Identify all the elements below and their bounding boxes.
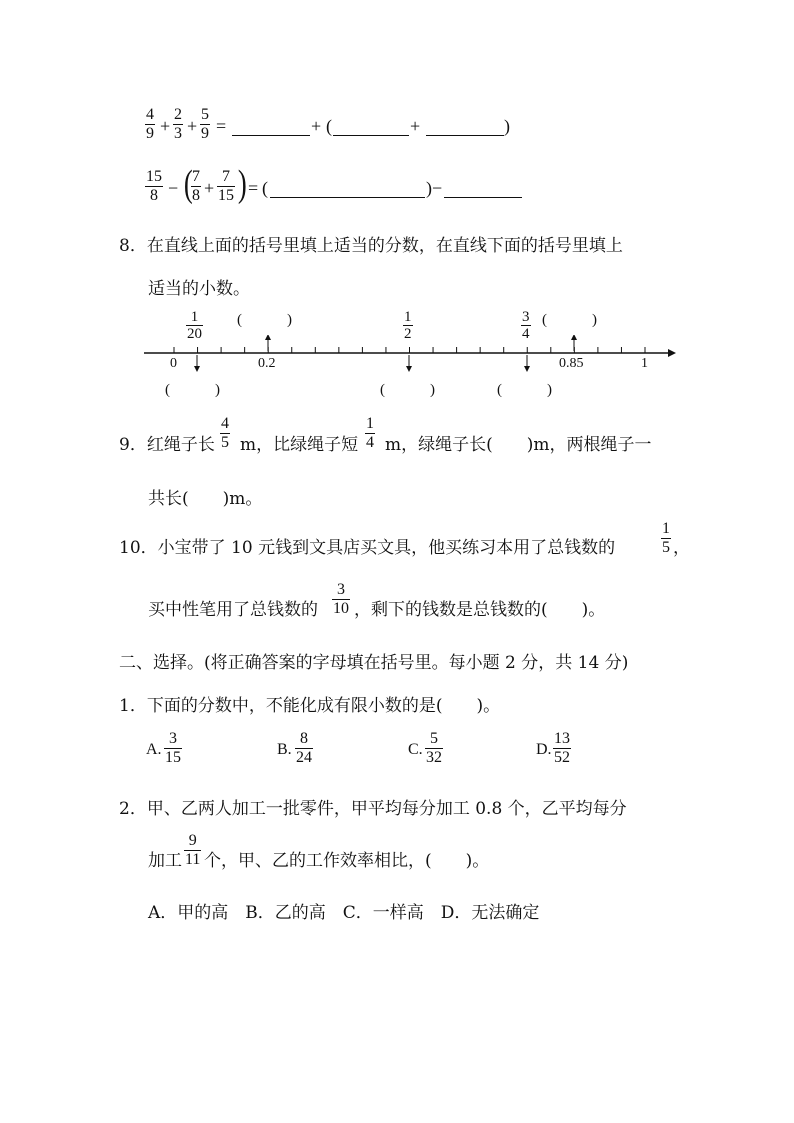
- equals-sign: =: [248, 178, 259, 198]
- numerator: 9: [188, 832, 197, 849]
- down-arrow-icon: [194, 366, 200, 372]
- question-9-part1: 9．红绳子长: [119, 435, 215, 455]
- up-arrow-icon: [265, 335, 271, 340]
- fraction-2-3: [173, 106, 183, 143]
- plus-sign: +: [410, 116, 421, 136]
- denominator: 11: [185, 851, 201, 868]
- section-2-title: 二、选择。(将正确答案的字母填在括号里。每小题 2 分，共 14 分): [119, 653, 629, 673]
- question-9-part3: m，绿绳子长( )m，两根绳子一: [385, 435, 652, 455]
- numerator: 3: [169, 730, 177, 747]
- denominator: 5: [662, 539, 670, 556]
- numerator: 1: [404, 309, 412, 325]
- denominator: 8: [150, 187, 158, 204]
- fraction-1-5: [661, 520, 671, 557]
- denominator: 5: [221, 434, 229, 451]
- numerator: 3: [522, 309, 530, 325]
- answer-paren-below[interactable]: ( ): [497, 382, 552, 398]
- arrow-head-icon: [668, 349, 676, 357]
- answer-paren-below[interactable]: ( ): [165, 382, 220, 398]
- plus-sign: +: [187, 116, 198, 136]
- question-10-comma: ，: [673, 538, 690, 558]
- tick-label-0.2: 0.2: [258, 356, 276, 371]
- denominator: 32: [426, 749, 442, 766]
- answer-blank[interactable]: [426, 134, 504, 136]
- fraction-5-9: [200, 106, 210, 143]
- denominator: 9: [201, 125, 209, 142]
- choice-2-options[interactable]: A．甲的高 B．乙的高 C．一样高 D．无法确定: [148, 903, 540, 923]
- answer-blank[interactable]: [333, 134, 409, 136]
- question-8-line2: 适当的小数。: [148, 279, 250, 299]
- answer-paren-below[interactable]: ( ): [380, 382, 435, 398]
- denominator: 4: [522, 326, 530, 342]
- numerator: 5: [430, 730, 438, 747]
- choice-2-stem-part-a: 加工: [148, 851, 182, 871]
- numerator: 5: [201, 106, 209, 123]
- choice-1-stem: 1．下面的分数中，不能化成有限小数的是( )。: [119, 696, 501, 716]
- numerator: 2: [174, 106, 182, 123]
- option-fraction: [425, 730, 443, 767]
- denominator: 15: [165, 749, 181, 766]
- option-fraction: [295, 730, 313, 767]
- numerator: 13: [554, 730, 570, 747]
- answer-paren-above[interactable]: ( ): [542, 312, 597, 328]
- answer-blank[interactable]: [444, 196, 522, 198]
- tick-label-0: 0: [170, 356, 177, 371]
- option-label: A.: [146, 741, 162, 758]
- down-arrow-icon: [406, 366, 412, 372]
- denominator: 52: [554, 749, 570, 766]
- denominator: 9: [146, 125, 154, 142]
- equals-sign: =: [216, 116, 227, 136]
- option-label: B.: [277, 741, 292, 758]
- denominator: 3: [174, 125, 182, 142]
- fraction-3-10: [332, 581, 350, 618]
- question-9-line2: 共长( )m。: [148, 489, 263, 509]
- denominator: 20: [187, 326, 202, 342]
- up-arrow-icon: [571, 335, 577, 340]
- option-fraction: [164, 730, 182, 767]
- option-label: D.: [536, 741, 552, 758]
- close-paren: ): [426, 178, 432, 198]
- fraction-1-4: [365, 415, 375, 452]
- minus-sign: −: [168, 178, 179, 198]
- numerator: 4: [221, 415, 229, 432]
- open-paren: (: [262, 178, 268, 198]
- question-10-part3: ，剩下的钱数是总钱数的( )。: [354, 600, 606, 620]
- choice-2-stem-part-b: 个，甲、乙的工作效率相比，( )。: [204, 851, 490, 871]
- answer-blank[interactable]: [270, 196, 425, 198]
- numerator: 4: [146, 106, 154, 123]
- tick-label-0.85: 0.85: [559, 356, 584, 371]
- close-paren: ): [504, 116, 510, 136]
- down-arrow-icon: [524, 366, 530, 372]
- question-10-part2: 买中性笔用了总钱数的: [148, 600, 318, 620]
- fraction-15-8: [145, 168, 163, 205]
- fraction-7-8: [191, 168, 201, 205]
- big-close-paren: ): [237, 163, 247, 205]
- numerator: 3: [337, 581, 345, 598]
- open-paren: (: [326, 116, 332, 136]
- denominator: 2: [404, 326, 412, 342]
- tick-label-1: 1: [641, 356, 648, 371]
- denominator: 15: [218, 187, 234, 204]
- plus-sign: +: [204, 178, 215, 198]
- numerator: 1: [662, 520, 670, 537]
- question-9-part2: m，比绿绳子短: [240, 435, 359, 455]
- denominator: 10: [333, 600, 349, 617]
- denominator: 24: [296, 749, 312, 766]
- plus-sign: +: [160, 116, 171, 136]
- numerator: 15: [146, 168, 162, 185]
- question-10-part1: 10．小宝带了 10 元钱到文具店买文具，他买练习本用了总钱数的: [119, 538, 616, 558]
- option-fraction: [553, 730, 571, 767]
- answer-blank[interactable]: [232, 134, 310, 136]
- question-8-line1: 8．在直线上面的括号里填上适当的分数，在直线下面的括号里填上: [119, 236, 623, 256]
- plus-sign: +: [311, 116, 322, 136]
- fraction-4-9: [145, 106, 155, 143]
- numerator: 1: [366, 415, 374, 432]
- fraction-9-11: [184, 832, 201, 869]
- choice-2-stem-line1: 2．甲、乙两人加工一批零件，甲平均每分加工 0.8 个，乙平均每分: [119, 799, 627, 819]
- numerator: 7: [222, 168, 230, 185]
- big-open-paren: (: [183, 163, 193, 205]
- answer-paren-above[interactable]: ( ): [237, 312, 292, 328]
- fraction-4-5: [220, 415, 230, 452]
- numerator: 8: [300, 730, 308, 747]
- numerator: 1: [190, 309, 199, 325]
- option-label: C.: [408, 741, 423, 758]
- denominator: 4: [366, 434, 374, 451]
- fraction-7-15: [217, 168, 235, 205]
- denominator: 8: [192, 187, 200, 204]
- numerator: 7: [192, 168, 200, 185]
- minus-sign: −: [432, 178, 443, 198]
